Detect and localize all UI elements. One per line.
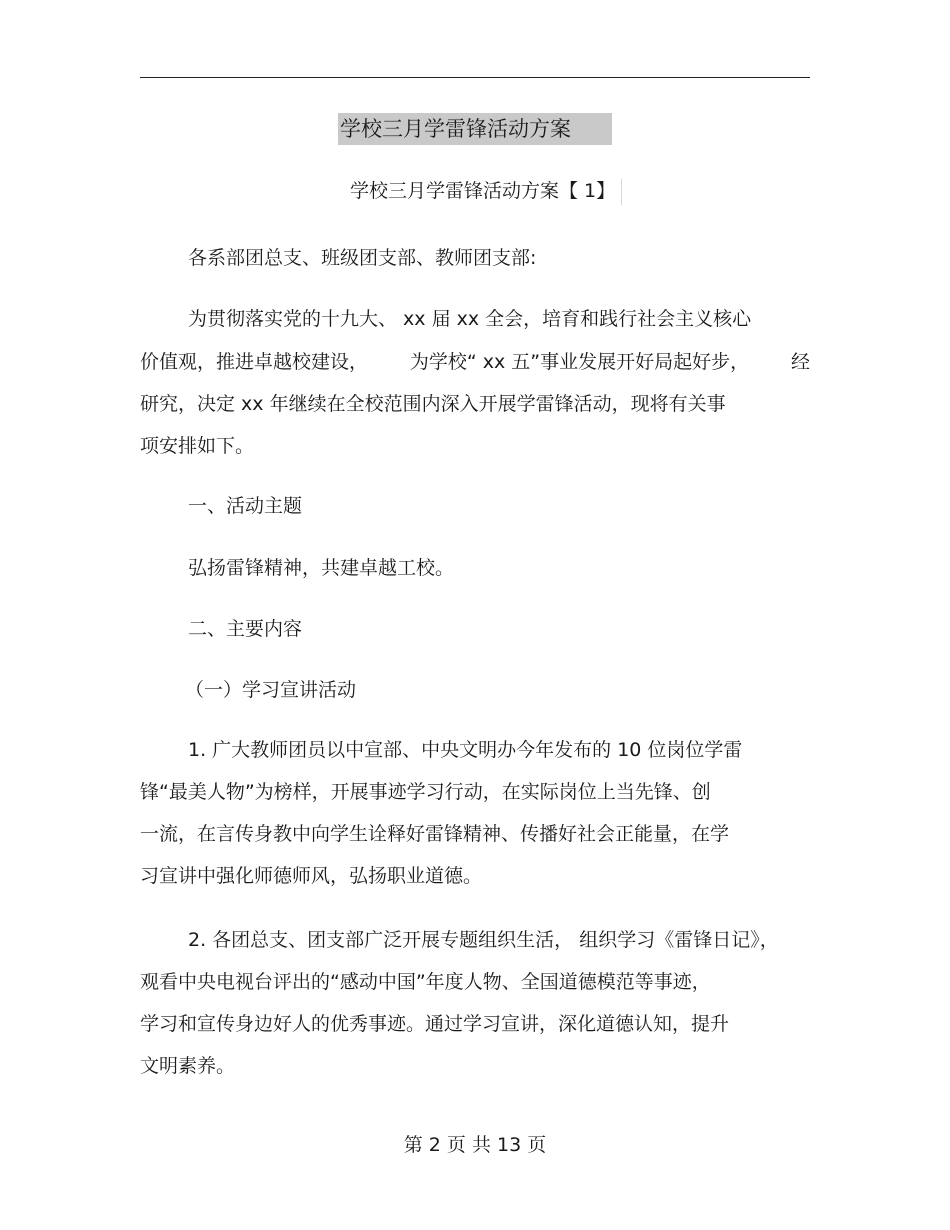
section-heading-2: 二、主要内容 [188, 618, 303, 640]
item-1-line-3: 一流，在言传身教中向学生诠释好雷锋精神、传播好社会正能量，在学 [140, 823, 730, 845]
paragraph-1-line-4: 项安排如下。 [140, 435, 255, 457]
paragraph-1-line-1: 为贯彻落实党的十九大、 xx 届 xx 全会，培育和践行社会主义核心 [188, 308, 752, 330]
section-heading-1: 一、活动主题 [188, 495, 303, 517]
paragraph-1-line-2-part-2: 为学校“ xx 五”事业发展开好局起好步， [409, 351, 750, 373]
theme-text: 弘扬雷锋精神，共建卓越工校。 [188, 557, 455, 579]
cursor-mark [621, 179, 622, 205]
item-1-line-1: 1. 广大教师团员以中宣部、中央文明办今年发布的 10 位岗位学雷 [188, 739, 743, 761]
item-1-line-2: 锋“最美人物”为榜样，开展事迹学习行动，在实际岗位上当先锋、创 [140, 781, 711, 803]
item-2-line-1: 2. 各团总支、团支部广泛开展专题组织生活， 组织学习《雷锋日记》， [188, 929, 779, 951]
salutation: 各系部团总支、班级团支部、教师团支部: [188, 247, 537, 269]
document-title: 学校三月学雷锋活动方案 [338, 113, 612, 145]
paragraph-1-line-2-part-1: 价值观，推进卓越校建设， [140, 351, 369, 373]
item-2-line-2: 观看中央电视台评出的“感动中国”年度人物、全国道德模范等事迹， [140, 971, 711, 993]
subsection-heading: （一）学习宣讲活动 [185, 679, 357, 701]
page-number: 第 2 页 共 13 页 [403, 1134, 547, 1156]
document-subtitle [350, 176, 622, 206]
paragraph-1-line-2-part-3: 经 [790, 351, 810, 373]
item-1-line-4: 习宣讲中强化师德师风，弘扬职业道德。 [140, 865, 483, 887]
paragraph-1-line-2 [140, 347, 810, 377]
item-2-line-4: 文明素养。 [140, 1055, 236, 1077]
item-2-line-3: 学习和宣传身边好人的优秀事迹。通过学习宣讲，深化道德认知，提升 [140, 1013, 730, 1035]
paragraph-1-line-3: 研究，决定 xx 年继续在全校范围内深入开展学雷锋活动，现将有关事 [140, 393, 726, 415]
header-rule [140, 77, 810, 78]
subtitle-text: 学校三月学雷锋活动方案【 1】 [350, 180, 616, 202]
